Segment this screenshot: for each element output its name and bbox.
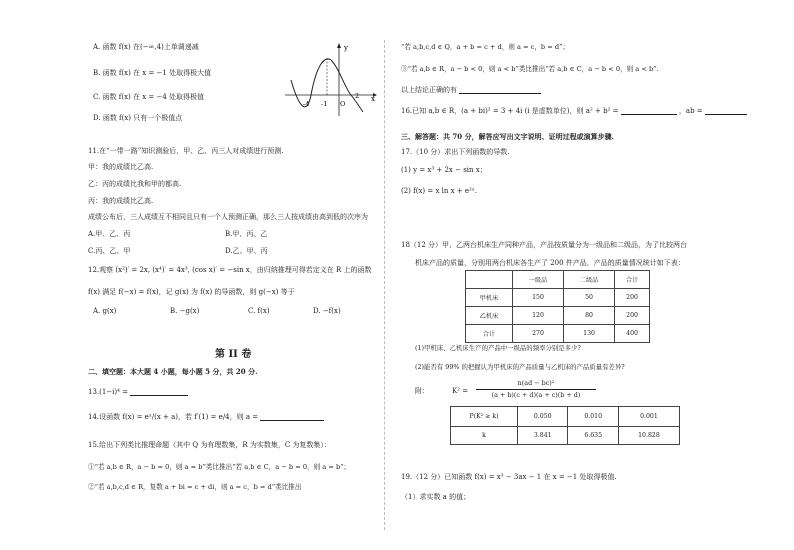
q17-part-2: (2) f(x) = x ln x + e²ˣ.: [401, 187, 478, 195]
tick-neg1: -1: [321, 100, 328, 108]
formula-fraction-bar: [476, 389, 596, 390]
q11-option-c: C.丙、乙、甲: [88, 247, 131, 255]
q16-blank-2: [705, 107, 747, 115]
q17-part-1: (1) y = x³ + 2x − sin x；: [401, 166, 487, 174]
table2-cell: 6.635: [568, 427, 618, 445]
table1-cell: 合计: [466, 325, 513, 343]
q12-option-d: D. −f(x): [313, 307, 341, 315]
q16-blank-1: [621, 107, 677, 115]
table1-cell: 400: [615, 325, 650, 343]
table2-cell: 0.010: [568, 407, 618, 427]
q12-line-1: 12.观察 (x²)′ = 2x, (x⁴)′ = 4x³, (cos x)′ = −sin x，由归纳推理可得若定义在 R 上的函数: [88, 266, 372, 274]
table1-cell: 乙机床: [466, 307, 513, 325]
derivative-graph: [285, 38, 380, 118]
q15-stem: 15.给出下列类比推理命题（其中 Q 为有理数集，R 为实数集，C 为复数集）：: [88, 441, 331, 449]
q12-line-2: f(x) 满足 f(−x) = f(x)，记 g(x) 为 f(x) 的导函数，则 g(−x) 等于: [88, 288, 295, 296]
table2-cell: P(K² ≥ k): [451, 407, 518, 427]
q11-statement-2: 乙：丙的成绩比我和甲的都高.: [88, 180, 182, 188]
q19-part-1: （1）求实数 a 的值；: [401, 493, 471, 501]
tick-neg4: -4: [303, 100, 310, 108]
table1-cell: 50: [564, 289, 615, 307]
q13-blank: [130, 388, 188, 396]
y-axis-arrow: [337, 43, 341, 48]
q10-option-c: C. 函数 f(x) 在 x = −4 处取得极值: [93, 93, 205, 101]
table1-header-blank: [466, 271, 513, 289]
formula-denominator: (a + b)(c + d)(a + c)(b + d): [491, 391, 581, 399]
origin-label: O: [340, 100, 346, 108]
q15-end: [401, 86, 541, 94]
table1-cell: 甲机床: [466, 289, 513, 307]
q11-option-d: D.乙、甲、丙: [225, 247, 268, 255]
q11-note: 成绩公布后，三人成绩互不相同且只有一个人预测正确，那么三人按成绩由高到低的次序为: [88, 213, 368, 221]
q14-blank: [260, 413, 324, 421]
q11-stem: 11.在“一带一路”知识测验后，甲、乙、丙三人对成绩进行预测.: [88, 147, 284, 155]
quality-table: [465, 270, 650, 343]
q15-blank: [459, 86, 541, 94]
q12-option-b: B. −g(x): [170, 307, 200, 315]
q18-part-1: (1)甲机床、乙机床生产的产品中一级品的频率分别是多少?: [415, 344, 581, 352]
q15-item-1: ①“若 a,b ∈ R，a − b = 0，则 a = b”类比推出“若 a,b ∈ C，a − b = 0，则 a = b”；: [88, 463, 351, 471]
q11-statement-3: 丙：我的成绩比乙高.: [88, 197, 154, 205]
table1-cell: 120: [513, 307, 564, 325]
q16-text: 16.已知 a,b ∈ R，(a + bi)² = 3 + 4i (i 是虚数单位)，则 a² + b² =: [401, 107, 619, 115]
q16: [401, 107, 747, 115]
table1-cell: 270: [513, 325, 564, 343]
q15-item-3: ③“若 a,b ∈ R，a − b < 0，则 a < b”类比推出“若 a,b ∈ C，a − b < 0，则 a < b”.: [401, 65, 659, 73]
q11-statement-1: 甲：我的成绩比乙高.: [88, 163, 154, 171]
q14: [88, 413, 324, 421]
q17-stem: 17.（10 分）求出下列函数的导数.: [401, 148, 510, 156]
table2-cell: 3.841: [518, 427, 568, 445]
y-label: y: [344, 44, 348, 52]
q10-option-b: B. 函数 f(x) 在 x = −1 处取得极大值: [93, 69, 212, 77]
q15-end-text: 以上结论正确的有: [401, 86, 457, 94]
x-label: x: [371, 95, 375, 103]
q14-text: 14.设函数 f(x) = eˣ/(x + a)，若 f′(1) = e/4，则 a =: [88, 413, 259, 421]
q18-line-2: 机床产品的质量，分别用两台机床各生产了 200 件产品，产品的质量情况统计如下表：: [415, 259, 685, 267]
q11-option-a: A.甲、乙、丙: [88, 230, 131, 238]
appendix-label: 附：: [415, 387, 429, 395]
q18-part-2: (2)能否有 99% 的把握认为甲机床的产品质量与乙机床的产品质量有差异?: [415, 363, 625, 371]
column-divider: [384, 40, 385, 530]
table1-header-total: 合计: [615, 271, 650, 289]
table1-cell: 130: [564, 325, 615, 343]
q12-option-a: A. g(x): [93, 307, 117, 315]
table1-cell: 80: [564, 307, 615, 325]
q10-option-a: A. 函数 f(x) 在(−∞,4)上单调递减: [93, 43, 199, 51]
table2-cell: 0.001: [618, 407, 679, 427]
table1-header-grade2: 二级品: [564, 271, 615, 289]
q13: [88, 388, 188, 396]
tick-2: 2: [355, 92, 360, 100]
q10-option-d: D. 函数 f(x) 只有一个极值点: [93, 114, 183, 122]
section2-title: 第 II 卷: [215, 349, 252, 360]
q18-line-1: 18（12 分）甲、乙两台机床生产同种产品，产品按质量分为一级品和二级品，为了比较两台: [401, 241, 688, 249]
q11-option-b: B.甲、丙、乙: [225, 230, 268, 238]
table1-header-grade1: 一级品: [513, 271, 564, 289]
q13-text: 13.(1−i)⁴ =: [88, 388, 129, 396]
fill-in-header: 二、填空题：本大题 4 小题，每小题 5 分，共 20 分.: [88, 367, 258, 376]
table2-cell: k: [451, 427, 518, 445]
q19-stem: 19.（12 分）已知函数 f(x) = x³ − 3ax − 1 在 x = −1 处取得极值.: [401, 473, 617, 481]
table1-cell: 200: [615, 307, 650, 325]
q15-item-2-cont: “若 a,b,c,d ∈ Q，a + b = c + d，则 a = c，b = d”；: [401, 43, 570, 51]
formula-lhs: K² =: [452, 387, 469, 395]
q12-option-c: C. f(x): [248, 307, 270, 315]
q16-mid: ，ab =: [678, 107, 703, 115]
formula-numerator: n(ad − bc)²: [517, 379, 555, 387]
critical-value-table: [450, 406, 680, 445]
q15-item-2: ②“若 a,b,c,d ∈ R，复数 a + bi = c + di，则 a = c，b = d”类比推出: [88, 483, 302, 491]
answer-header: 三、解答题：共 70 分，解答应写出文字说明、证明过程或演算步骤.: [401, 132, 615, 141]
table1-cell: 200: [615, 289, 650, 307]
table1-cell: 150: [513, 289, 564, 307]
table2-cell: 0.050: [518, 407, 568, 427]
table2-cell: 10.828: [618, 427, 679, 445]
